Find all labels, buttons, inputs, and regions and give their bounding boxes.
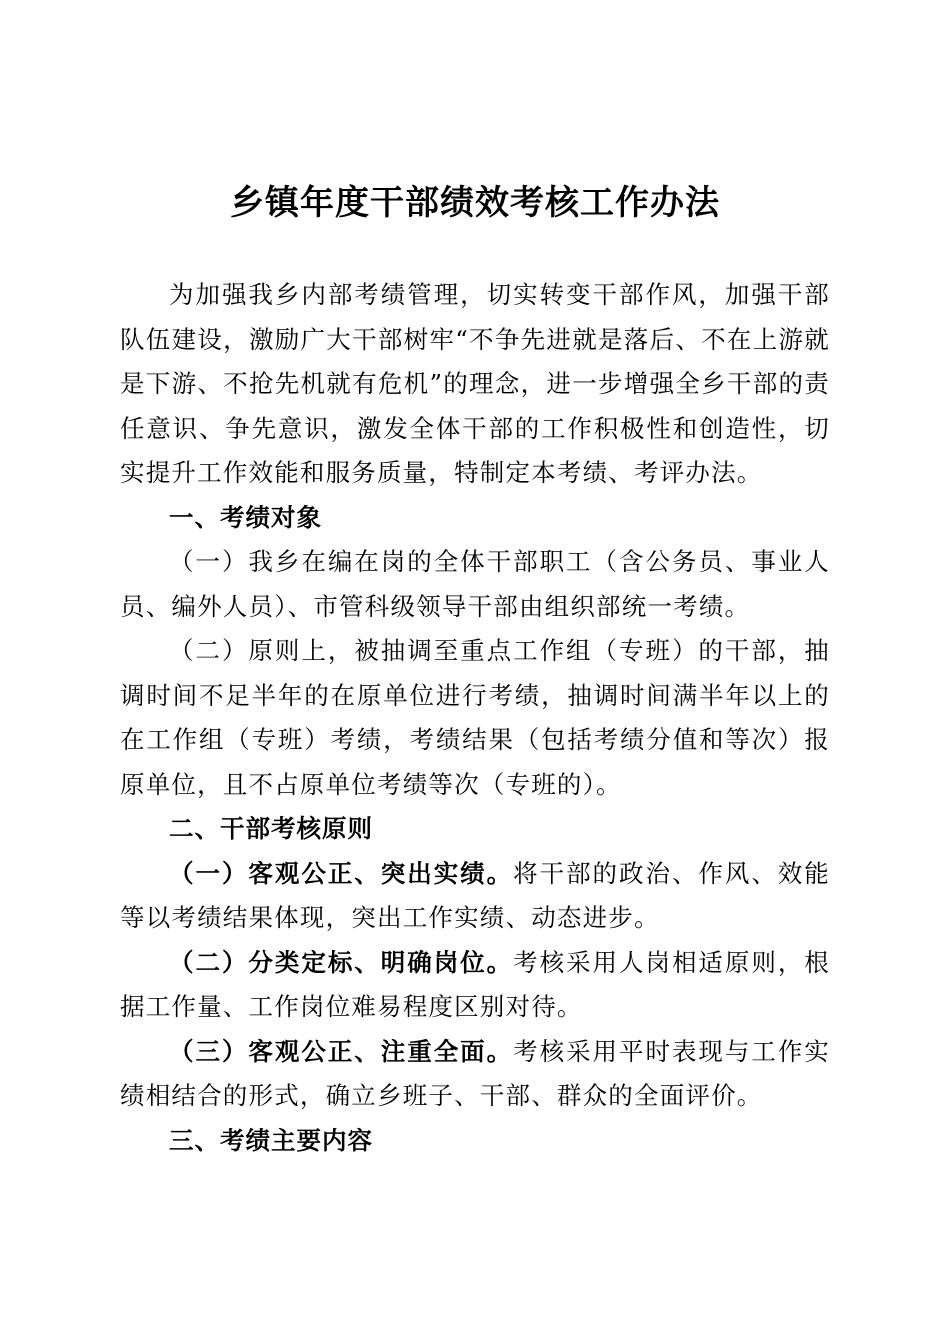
section-2-item-2-text: 考核采用人岗相适原则，根据工作量、工作岗位难易程度区别对待。 xyxy=(120,947,830,1021)
section-2-heading: 二、干部考核原则 xyxy=(169,814,373,843)
section-2-item-1 xyxy=(120,852,830,941)
section-2-item-2-lead: （二）分类定标、明确岗位。 xyxy=(169,947,514,977)
section-2-item-1-lead: （一）客观公正、突出实绩。 xyxy=(169,858,514,888)
document-body xyxy=(120,273,830,1163)
section-2-item-3 xyxy=(120,1030,830,1119)
document-title: 乡镇年度干部绩效考核工作办法 xyxy=(230,183,720,223)
section-1-heading: 一、考绩对象 xyxy=(169,502,322,532)
section-1-item-1: （一）我乡在编在岗的全体干部职工（含公务员、事业人员、编外人员）、市管科级领导干部由组织部统一考绩。 xyxy=(120,547,830,621)
intro-paragraph: 为加强我乡内部考绩管理，切实转变干部作风，加强干部队伍建设，激励广大干部树牢“不争先进就是落后、不在上游就是下游、不抢先机就有危机”的理念，进一步增强全乡干部的责任意识、争先意识，激发全体干部的工作积极性和创造性，切实提升工作效能和服务质量，特制定本考绩、考评办法。 xyxy=(120,280,830,487)
section-3-heading: 三、考绩主要内容 xyxy=(169,1125,373,1155)
section-1-item-2: （二）原则上，被抽调至重点工作组（专班）的干部，抽调时间不足半年的在原单位进行考绩，抽调时间满半年以上的在工作组（专班）考绩，考绩结果（包括考绩分值和等次）报原单位，且不占原单位考绩等次（专班的）。 xyxy=(120,636,830,799)
section-2-item-2 xyxy=(120,941,830,1030)
section-2-item-3-lead: （三）客观公正、注重全面。 xyxy=(169,1036,514,1066)
section-2-item-1-text: 将干部的政治、作风、效能等以考绩结果体现，突出工作实绩、动态进步。 xyxy=(120,858,830,932)
section-2-item-3-text: 考核采用平时表现与工作实绩相结合的形式，确立乡班子、干部、群众的全面评价。 xyxy=(120,1036,830,1110)
